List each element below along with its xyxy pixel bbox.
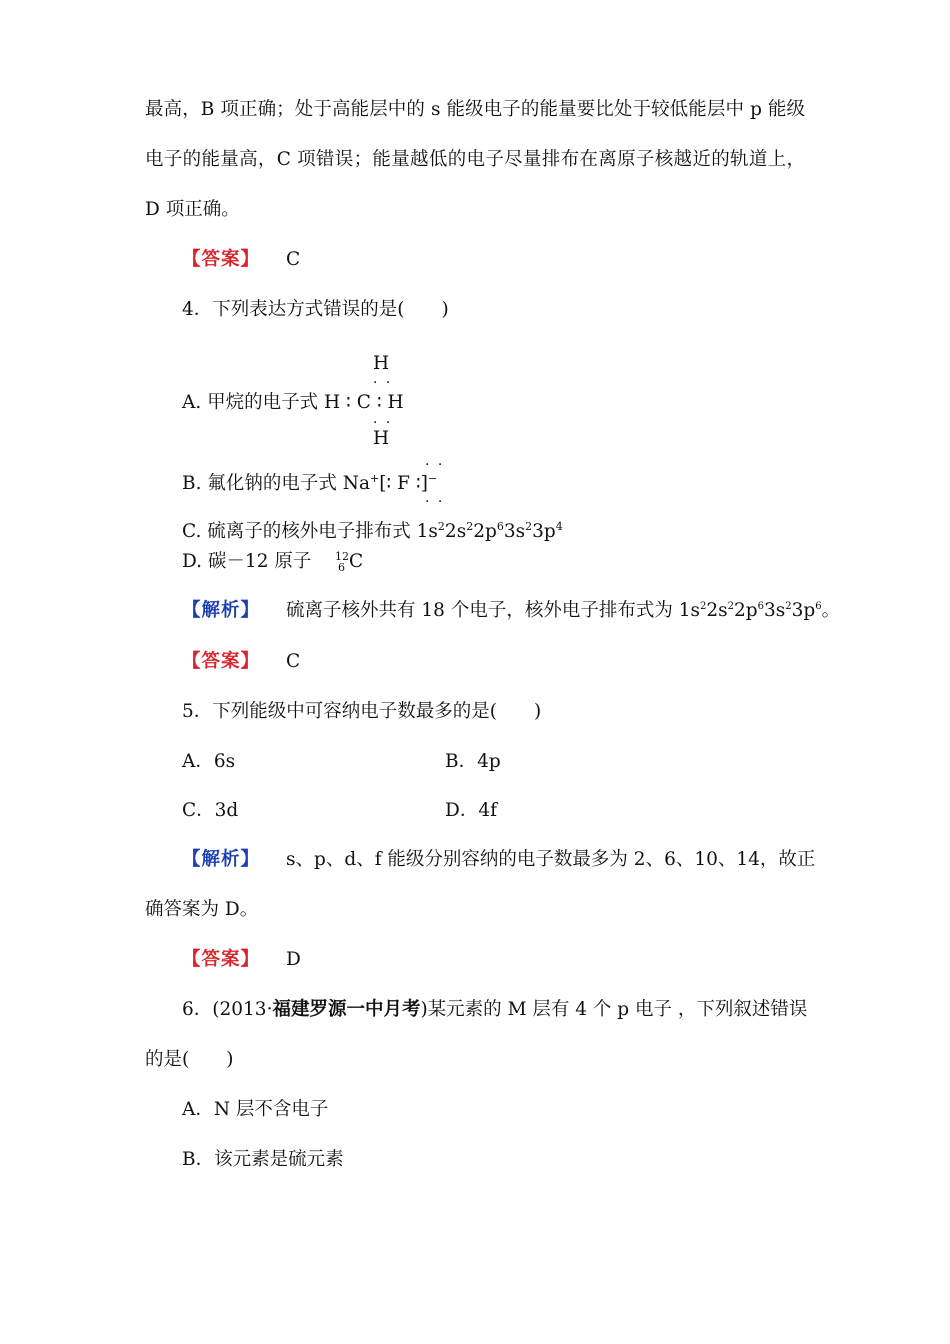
option-b: B. 氟化钠的电子式 Na+[∶ F ∶]− xyxy=(182,472,438,494)
electron-dots: · · xyxy=(425,457,445,473)
option-b: B．4p xyxy=(445,751,501,772)
atomic-number: 6 xyxy=(338,561,345,574)
answer-value: D xyxy=(286,949,301,970)
formula-c: C xyxy=(356,392,371,413)
electron-dots: · · xyxy=(373,415,393,431)
formula-h-right: H xyxy=(387,392,404,413)
option-b: B．该元素是硫元素 xyxy=(182,1149,344,1170)
option-a: A．N 层不含电子 xyxy=(182,1099,329,1120)
answer-value: C xyxy=(286,651,301,672)
formula-h-bottom: H xyxy=(373,428,390,449)
option-d: D．4f xyxy=(445,800,497,821)
option-a: A. 甲烷的电子式 H ∶ C ∶ H xyxy=(182,392,404,413)
element-symbol: C xyxy=(349,551,364,572)
option-d: D. 碳－12 原子 xyxy=(182,551,312,572)
question-stem: 4．下列表达方式错误的是( ) xyxy=(182,299,449,320)
answer-row xyxy=(182,248,300,272)
electron-dots: · · xyxy=(373,375,393,391)
option-c: C．3d xyxy=(182,800,239,821)
answer-value: C xyxy=(286,249,301,270)
option-a: A．6s xyxy=(182,751,236,772)
electron-dots: · · xyxy=(425,494,445,510)
analysis-row: 【解析】 s、p、d、f 能级分别容纳的电子数最多为 2、6、10、14，故正 xyxy=(182,849,816,870)
formula-h-left: H xyxy=(324,392,341,413)
formula-f: F xyxy=(397,473,410,494)
text-line: 确答案为 D。 xyxy=(145,899,259,920)
option-c: C. 硫离子的核外电子排布式 $1s^22s^22p^63s^23p^4$ xyxy=(182,520,563,542)
answer-tag: 【答案】 xyxy=(182,249,261,270)
answer-row xyxy=(182,948,301,972)
mass-number: 12 xyxy=(335,550,349,563)
answer-row xyxy=(182,650,300,674)
formula-h-top: H xyxy=(373,353,390,374)
answer-tag: 【答案】 xyxy=(182,949,261,970)
analysis-row: 【解析】 硫离子核外共有 18 个电子，核外电子排布式为 $1s^22s^22p^63s^23p^6$。 xyxy=(182,600,841,621)
text-line: 最高，B 项正确；处于高能层中的 s 能级电子的能量要比处于较低能层中 p 能级 xyxy=(145,99,805,120)
analysis-tag: 【解析】 xyxy=(182,600,261,621)
answer-tag: 【答案】 xyxy=(182,651,261,672)
text-line: 电子的能量高，C 项错误；能量越低的电子尽量排布在离原子核越近的轨道上， xyxy=(145,149,805,170)
text-line: D 项正确。 xyxy=(145,199,240,220)
question-source: 福建罗源一中月考 xyxy=(272,999,421,1020)
question-stem: 5．下列能级中可容纳电子数最多的是( ) xyxy=(182,701,542,722)
analysis-tag: 【解析】 xyxy=(182,849,261,870)
question-stem: 6．(2013·福建罗源一中月考)某元素的 M 层有 4 个 p 电子 ，下列叙述错误 xyxy=(182,999,808,1020)
text-line: 的是( ) xyxy=(145,1049,234,1070)
